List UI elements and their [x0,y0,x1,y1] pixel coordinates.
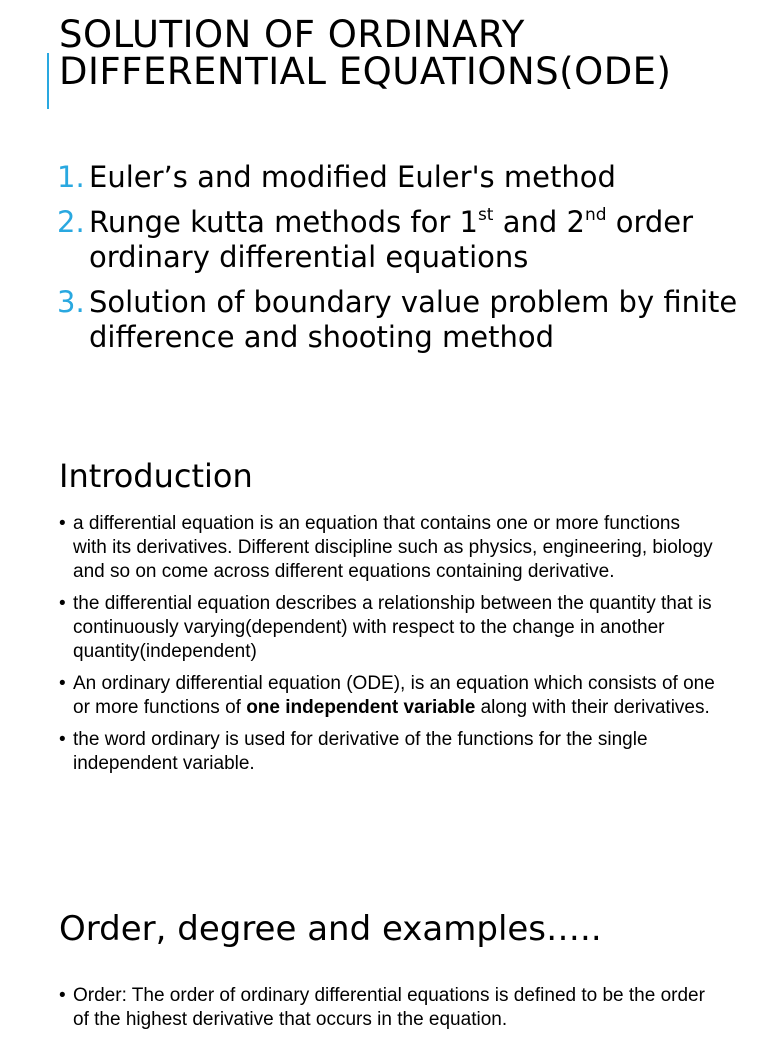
bullet-dot: • [59,593,66,614]
topic-text-part: Runge kutta methods for 1 [89,205,478,239]
bullet-text: the differential equation describes a relationship between the quantity that is continuously varying(dependent) with respect to the change in another quantity(independent) [73,593,712,662]
topic-text-part: order ordinary differential equations [89,205,694,274]
topic-text: Solution of boundary value problem by finite difference and shooting method [89,285,738,354]
topic-list [59,160,749,365]
topic-text: Euler’s and modified Euler's method [89,160,616,194]
bullet-dot: • [59,673,66,694]
introduction-heading: Introduction [59,457,253,495]
bullet-item [59,984,719,1032]
topic-item [59,205,749,275]
topic-number: 2. [57,205,85,239]
bullet-dot: • [59,513,66,534]
superscript: nd [584,205,607,225]
bullet-text: An ordinary differential equation (ODE), is an equation which consists of one or more functions of [73,673,715,718]
slide-title: SOLUTION OF ORDINARY DIFFERENTIAL EQUATIONS(ODE) [59,13,672,93]
bullet-dot: • [59,985,66,1006]
topic-number: 3. [57,285,85,319]
topic-item [59,160,749,195]
bullet-text: along with their derivatives. [475,697,710,718]
bullet-item [59,728,719,776]
order-degree-heading: Order, degree and examples….. [59,909,602,949]
bullet-item [59,512,719,584]
order-bullet-list [59,984,719,1040]
superscript: st [477,205,494,225]
bullet-dot: • [59,729,66,750]
introduction-bullet-list [59,512,719,784]
bullet-text: the word ordinary is used for derivative of the functions for the single independent variable. [73,729,648,774]
topic-item [59,285,749,355]
title-accent-line [47,53,49,109]
bullet-item [59,672,719,720]
topic-number: 1. [57,160,85,194]
topic-text-part: and 2 [493,205,585,239]
bullet-item [59,592,719,664]
bold-term: one independent variable [246,697,476,718]
bullet-text: Order: The order of ordinary differential equations is defined to be the order of the highest derivative that occurs in the equation. [73,985,705,1030]
bullet-text: a differential equation is an equation that contains one or more functions with its derivatives. Different discipline such as physics, engineering, biology and so on come across different equations containing derivative. [73,513,713,582]
